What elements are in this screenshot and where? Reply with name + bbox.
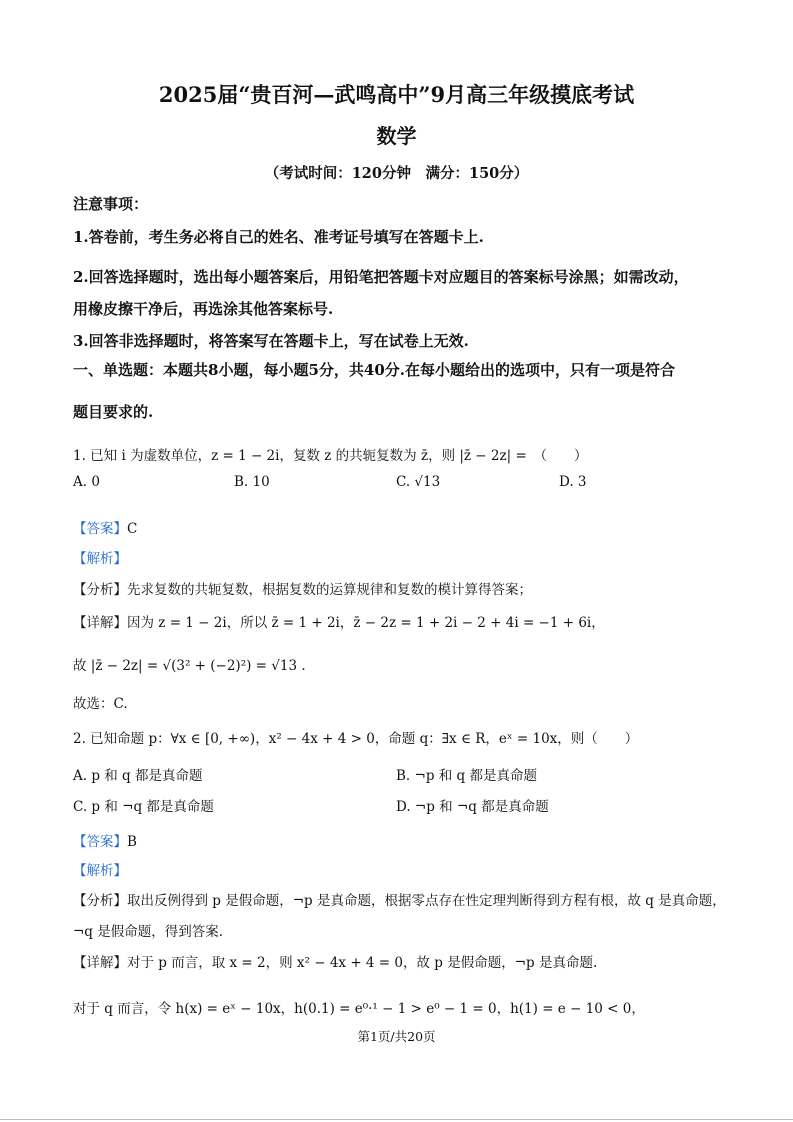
q2-answer-tag: 【答案】 (73, 834, 127, 850)
q2-option-d: D. ¬p 和 ¬q 都是真命题 (396, 799, 549, 815)
q1-option-a: A. 0 (73, 474, 100, 490)
q1-detail-row (73, 611, 605, 631)
notice-heading: 注意事项： (73, 195, 149, 213)
notice-item-2-line2: 用橡皮擦干净后，再选涂其他答案标号. (73, 300, 334, 318)
q1-answer: C (127, 521, 138, 537)
page-number: 第1页/共20页 (357, 1029, 436, 1044)
q1-fenxi-row (73, 578, 532, 598)
q2-answer: B (127, 834, 137, 850)
subject-title: 数学 (376, 124, 417, 148)
q2-stem: 2. 已知命题 p：∀x ∈ [0, +∞)，x² − 4x + 4 > 0，命题 q：∃x ∈ R，eˣ = 10x，则（ ） (73, 731, 639, 747)
section-heading-line1: 一、单选题：本题共8小题，每小题5分，共40分.在每小题给出的选项中，只有一项是符合 (73, 361, 675, 379)
q1-answer-row (73, 517, 137, 537)
q2-analysis-tag: 【解析】 (73, 863, 127, 879)
q1-option-b: B. 10 (234, 474, 270, 490)
q2-answer-row (73, 830, 137, 850)
q1-detail-1: 因为 z = 1 − 2i，所以 z̄ = 1 + 2i，z̄ − 2z = 1 + 2i − 2 + 4i = −1 + 6i， (127, 615, 605, 631)
q2-option-a: A. p 和 q 都是真命题 (73, 768, 203, 784)
q2-fenxi-1: 取出反例得到 p 是假命题，¬p 是真命题，根据零点存在性定理判断得到方程有根，故 q 是真命题， (127, 893, 726, 909)
notice-item-3: 3.回答非选择题时，将答案写在答题卡上，写在试卷上无效. (73, 332, 469, 350)
q1-fenxi: 先求复数的共轭复数，根据复数的运算规律和复数的模计算得答案； (127, 582, 532, 598)
q1-detail-2: 故 |z̄ − 2z| = √(3² + (−2)²) = √13 . (73, 658, 306, 674)
q1-option-d: D. 3 (559, 474, 587, 490)
q2-fenxi-row (73, 889, 726, 909)
q1-option-c: C. √13 (396, 474, 441, 490)
exam-title: 2025届“贵百河—武鸣高中”9月高三年级摸底考试 (158, 82, 635, 107)
notice-item-2-line1: 2.回答选择题时，选出每小题答案后，用铅笔把答题卡对应题目的答案标号涂黑；如需改动， (73, 268, 689, 286)
q2-detail-2: 对于 q 而言，令 h(x) = eˣ − 10x，h(0.1) = e⁰·¹ − 1 > e⁰ − 1 = 0，h(1) = e − 10 < 0， (73, 1001, 645, 1017)
q1-detail-tag: 【详解】 (73, 615, 127, 631)
q1-conclusion: 故选：C. (73, 696, 128, 712)
q2-option-b: B. ¬p 和 q 都是真命题 (396, 768, 537, 784)
exam-info: （考试时间：120分钟 满分：150分） (264, 165, 529, 182)
q2-option-c: C. p 和 ¬q 都是真命题 (73, 799, 214, 815)
q2-detail-1: 对于 p 而言，取 x = 2，则 x² − 4x + 4 = 0，故 p 是假命题，¬p 是真命题. (127, 955, 598, 971)
q2-fenxi-2: ¬q 是假命题，得到答案. (73, 924, 224, 940)
q1-fenxi-tag: 【分析】 (73, 582, 127, 598)
q2-detail-tag: 【详解】 (73, 955, 127, 971)
q2-fenxi-tag: 【分析】 (73, 893, 127, 909)
q2-detail-row (73, 951, 597, 971)
section-heading-line2: 题目要求的. (73, 403, 154, 421)
notice-item-1: 1.答卷前，考生务必将自己的姓名、准考证号填写在答题卡上. (73, 228, 484, 246)
q1-analysis-tag: 【解析】 (73, 551, 127, 567)
q1-answer-tag: 【答案】 (73, 521, 127, 537)
q1-stem: 1. 已知 i 为虚数单位，z = 1 − 2i，复数 z 的共轭复数为 z̄，则 |z̄ − 2z| = （ ） (73, 448, 588, 464)
bottom-divider (0, 1119, 793, 1120)
